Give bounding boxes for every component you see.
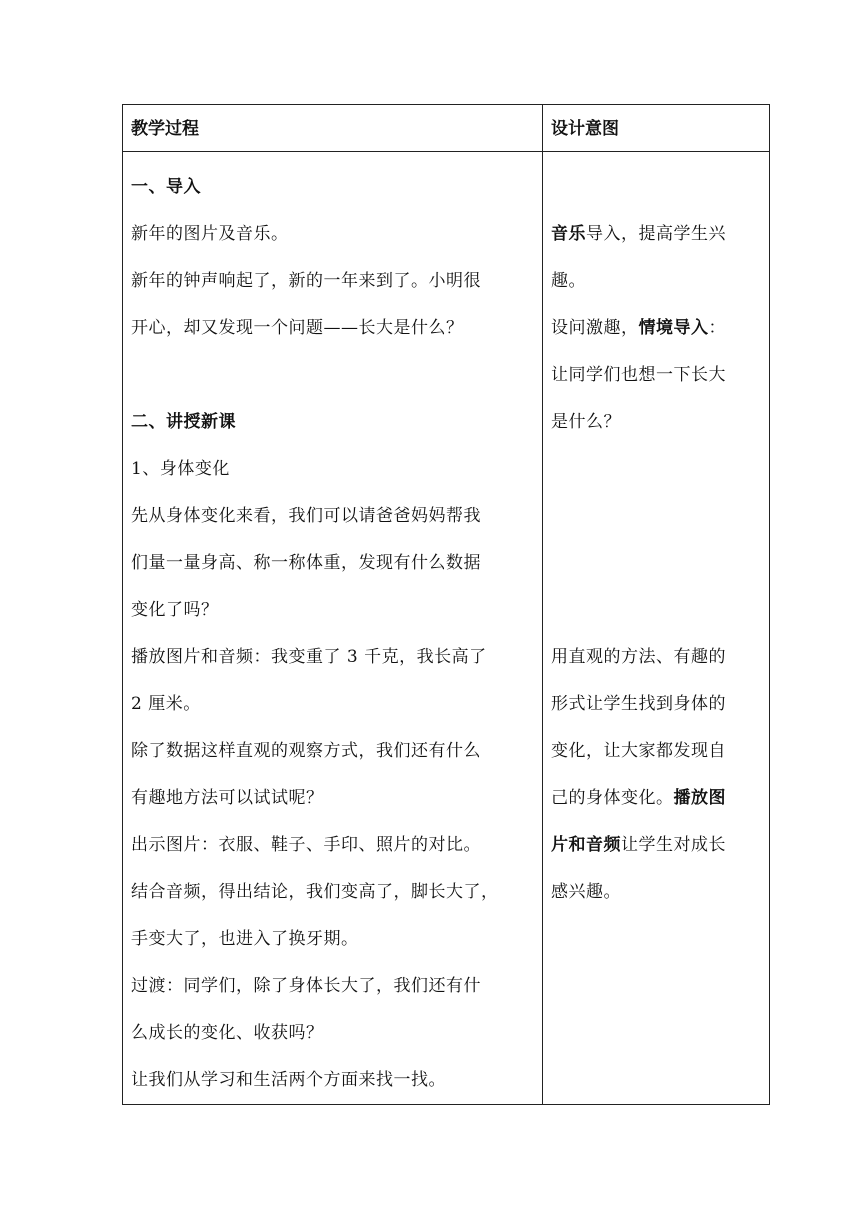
design-intent-content bbox=[543, 152, 769, 916]
intro-line-2: 新年的钟声响起了，新的一年来到了。小明很 bbox=[131, 271, 481, 291]
intent-b-line-3: 是什么？ bbox=[551, 412, 621, 432]
section-new-lesson-title: 二、讲授新课 bbox=[131, 412, 236, 432]
subsection-body-change: 1、身体变化 bbox=[131, 459, 230, 479]
intent-c-line-6: 感兴趣。 bbox=[551, 882, 621, 902]
paragraph-7-line-1: 让我们从学习和生活两个方面来找一找。 bbox=[131, 1070, 446, 1090]
intent-a-line-2: 趣。 bbox=[551, 271, 586, 291]
intent-c-line-5 bbox=[551, 822, 763, 869]
section-intro-title: 一、导入 bbox=[131, 177, 201, 197]
teaching-process-cell bbox=[123, 152, 543, 1105]
header-design-intent: 设计意图 bbox=[551, 119, 619, 139]
header-teaching-process: 教学过程 bbox=[131, 119, 199, 139]
paragraph-1-line-1: 先从身体变化来看，我们可以请爸爸妈妈帮我 bbox=[131, 506, 481, 526]
table-header-row bbox=[123, 105, 770, 152]
design-intent-cell bbox=[543, 152, 770, 1105]
paragraph-3-line-2: 有趣地方法可以试试呢？ bbox=[131, 788, 324, 808]
intro-line-3: 开心，却又发现一个问题——长大是什么？ bbox=[131, 318, 464, 338]
header-design-intent-cell bbox=[543, 105, 770, 152]
paragraph-6-line-1: 过渡：同学们，除了身体长大了，我们还有什 bbox=[131, 976, 481, 996]
spacer bbox=[551, 164, 763, 211]
intent-b-line-1 bbox=[551, 305, 763, 352]
intent-a-rest: 导入，提高学生兴 bbox=[586, 224, 726, 244]
paragraph-5-line-1: 结合音频，得出结论，我们变高了，脚长大了， bbox=[131, 882, 499, 902]
intent-b-line-2: 让同学们也想一下长大 bbox=[551, 365, 726, 385]
intent-c-rest: 让学生对成长 bbox=[621, 835, 726, 855]
paragraph-4-line-1: 出示图片：衣服、鞋子、手印、照片的对比。 bbox=[131, 835, 481, 855]
intent-c-pre: 己的身体变化。 bbox=[551, 788, 674, 808]
paragraph-3-line-1: 除了数据这样直观的观察方式，我们还有什么 bbox=[131, 741, 481, 761]
paragraph-1-line-3: 变化了吗？ bbox=[131, 600, 219, 620]
paragraph-1-line-2: 们量一量身高、称一称体重，发现有什么数据 bbox=[131, 553, 481, 573]
intro-line-1: 新年的图片及音乐。 bbox=[131, 224, 289, 244]
intent-c-line-3: 变化，让大家都发现自 bbox=[551, 741, 726, 761]
paragraph-2-line-1: 播放图片和音频：我变重了 3 千克，我长高了 bbox=[131, 647, 487, 667]
intent-c-bold-1: 播放图 bbox=[673, 788, 726, 808]
intent-c-line-1: 用直观的方法、有趣的 bbox=[551, 647, 726, 667]
spacer bbox=[551, 446, 763, 634]
header-teaching-process-cell bbox=[123, 105, 543, 152]
paragraph-2-line-2: 2 厘米。 bbox=[131, 694, 201, 714]
intent-b-post: ： bbox=[708, 318, 726, 338]
teaching-process-content bbox=[123, 152, 542, 1104]
table-body-row bbox=[123, 152, 770, 1105]
intent-a-line-1 bbox=[551, 211, 763, 258]
lesson-plan-table bbox=[122, 104, 770, 1105]
paragraph-5-line-2: 手变大了，也进入了换牙期。 bbox=[131, 929, 359, 949]
intent-c-bold-2: 片和音频 bbox=[551, 835, 621, 855]
paragraph-6-line-2: 么成长的变化、收获吗？ bbox=[131, 1023, 324, 1043]
intent-b-pre: 设问激趣， bbox=[551, 318, 639, 338]
intent-a-bold: 音乐 bbox=[551, 224, 586, 244]
spacer bbox=[131, 352, 536, 399]
intent-c-line-2: 形式让学生找到身体的 bbox=[551, 694, 726, 714]
intent-b-bold: 情境导入 bbox=[638, 318, 709, 338]
intent-c-line-4 bbox=[551, 775, 763, 822]
